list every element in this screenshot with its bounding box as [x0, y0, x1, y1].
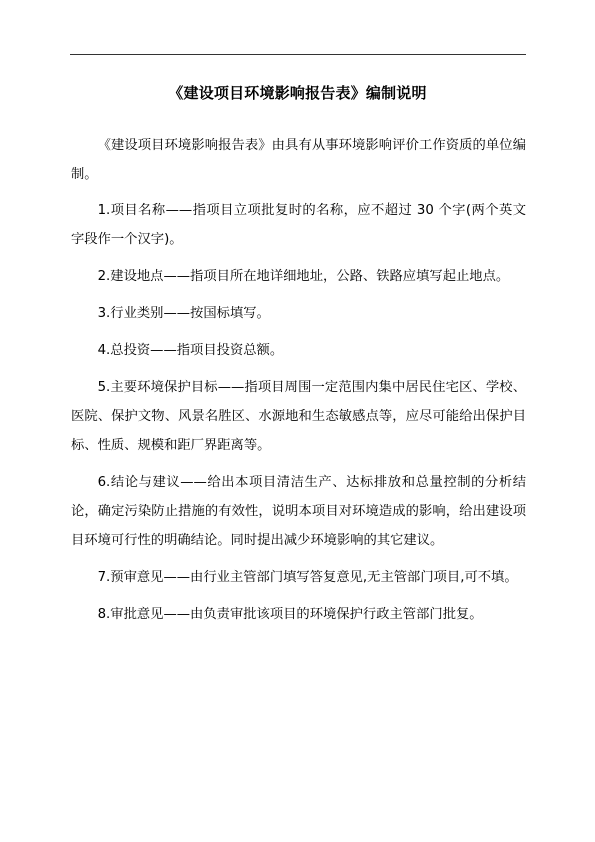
paragraph-project-name: 1.项目名称——指项目立项批复时的名称，应不超过 30 个字(两个英文字段作一个汉字)。 — [71, 203, 526, 247]
paragraph-industry: 3.行业类别——按国标填写。 — [97, 306, 270, 321]
paragraph-intro: 《建设项目环境影响报告表》由具有从事环境影响评价工作资质的单位编制。 — [71, 138, 526, 182]
header-rule — [70, 54, 526, 55]
paragraph-investment: 4.总投资——指项目投资总额。 — [97, 343, 284, 358]
paragraph-location: 2.建设地点——指项目所在地详细地址，公路、铁路应填写起止地点。 — [97, 269, 510, 284]
paragraph-approval: 8.审批意见——由负责审批该项目的环境保护行政主管部门批复。 — [97, 607, 483, 622]
paragraph-pre-review: 7.预审意见——由行业主管部门填写答复意见,无主管部门项目,可不填。 — [97, 570, 518, 585]
paragraph-protection-targets: 5.主要环境保护目标——指项目周围一定范围内集中居民住宅区、学校、医院、保护文物、风景名胜区、水源地和生态敏感点等，应尽可能给出保护目标、性质、规模和距厂界距离等。 — [71, 380, 526, 453]
paragraph-conclusions: 6.结论与建议——给出本项目清洁生产、达标排放和总量控制的分析结论，确定污染防止措施的有效性，说明本项目对环境造成的影响，给出建设项目环境可行性的明确结论。同时提出减少环境影响的其它建议。 — [71, 475, 526, 548]
page-title: 《建设项目环境影响报告表》编制说明 — [168, 84, 427, 102]
document-body — [71, 131, 526, 637]
